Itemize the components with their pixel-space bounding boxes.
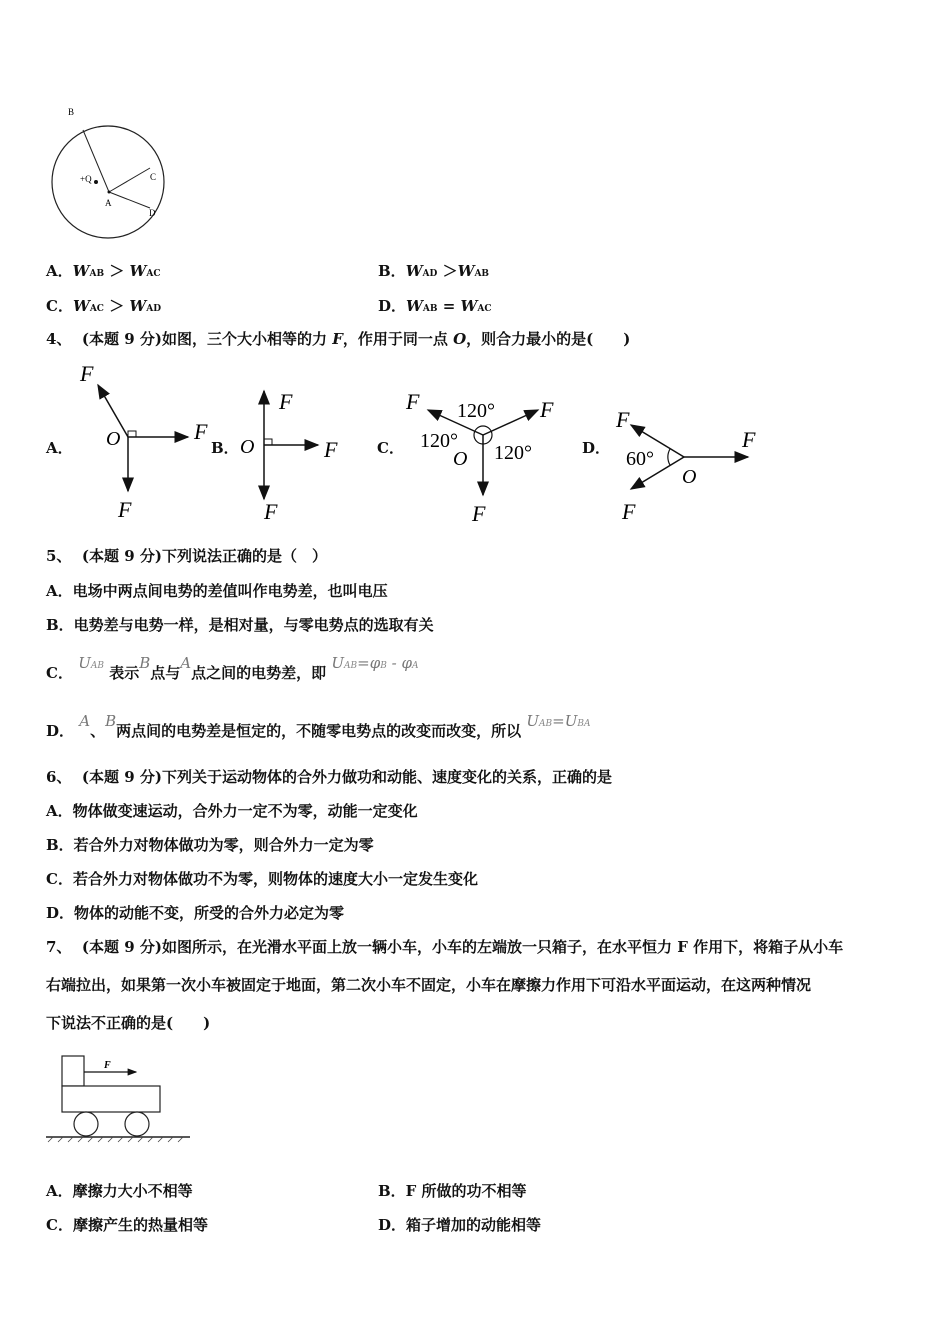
svg-text:O: O: [106, 428, 121, 450]
q7-option-c[interactable]: C．摩擦产生的热量相等: [46, 1216, 208, 1234]
svg-text:F: F: [472, 501, 486, 526]
svg-text:F: F: [616, 407, 630, 432]
q3-option-b[interactable]: B．WAD ＞WAB: [378, 262, 490, 280]
q4-key-a[interactable]: A．: [46, 439, 73, 457]
svg-text:120°: 120°: [457, 400, 495, 422]
q5-option-a[interactable]: A．电场中两点间电势的差值叫作电势差，也叫电压: [46, 582, 388, 600]
q3-point-a: [108, 191, 111, 194]
q4-figure-d: [615, 407, 756, 524]
q3-option-c[interactable]: C．WAC ＞ WAD: [46, 297, 162, 315]
q4-key-c[interactable]: C．: [377, 439, 404, 457]
q7-option-a[interactable]: A．摩擦力大小不相等: [46, 1182, 193, 1200]
q3-option-a[interactable]: A．WAB ＞ WAC: [46, 262, 161, 280]
svg-text:60°: 60°: [626, 448, 654, 470]
q6-option-a[interactable]: A．物体做变速运动，合外力一定不为零，动能一定变化: [46, 802, 418, 820]
q5-option-c[interactable]: C． UAB 表示B点与A点之间的电势差，即 UAB=φB - φA: [46, 654, 419, 682]
q3-label-q: +Q: [80, 174, 92, 184]
svg-text:F: F: [194, 419, 208, 444]
q7-option-b[interactable]: B．F 所做的功不相等: [378, 1182, 527, 1200]
q4-figure-b: [240, 389, 338, 524]
q6-option-c[interactable]: C．若合外力对物体做功不为零，则物体的速度大小一定发生变化: [46, 870, 478, 888]
svg-text:F: F: [622, 499, 636, 524]
q7-cart-figure: [44, 1048, 194, 1144]
q3-label-d: D: [149, 208, 156, 218]
q7-force-label: F: [104, 1060, 111, 1071]
svg-text:O: O: [453, 448, 468, 470]
q3-label-a: A: [105, 198, 112, 208]
q6-option-d[interactable]: D．物体的动能不变，所受的合外力必定为零: [46, 904, 345, 922]
q5-stem: 5、 (本题 9 分)下列说法正确的是（ ）: [46, 547, 327, 565]
q3-label-c: C: [150, 172, 157, 182]
svg-text:F: F: [279, 389, 293, 414]
q6-option-b[interactable]: B．若合外力对物体做功为零，则合外力一定为零: [46, 836, 374, 854]
q4-key-b[interactable]: B．: [211, 439, 239, 457]
svg-text:F: F: [406, 389, 420, 414]
svg-text:F: F: [742, 427, 756, 452]
q3-charge: [94, 180, 98, 184]
q7-stem-line-1: 7、 (本题 9 分)如图所示，在光滑水平面上放一辆小车，小车的左端放一只箱子，在水平恒力 F 作用下，将箱子从小车: [46, 938, 844, 956]
q7-stem-line-3: 下说法不正确的是( ): [46, 1014, 211, 1032]
q3-line-ad: [109, 192, 150, 208]
q6-stem: 6、 (本题 9 分)下列关于运动物体的合外力做功和动能、速度变化的关系，正确的是: [46, 768, 612, 786]
q4-force-figures: [0, 355, 800, 530]
q3-option-d[interactable]: D．WAB = WAC: [378, 297, 492, 315]
svg-text:120°: 120°: [420, 430, 458, 452]
svg-text:F: F: [264, 499, 278, 524]
q5-option-d[interactable]: D． A、B两点间的电势差是恒定的，不随零电势点的改变而改变，所以 UAB=UBA: [46, 712, 591, 740]
svg-text:F: F: [80, 361, 94, 386]
svg-text:F: F: [118, 497, 132, 522]
q7-box: [62, 1056, 84, 1086]
q4-figure-c: [405, 389, 554, 526]
q7-option-d[interactable]: D．箱子增加的动能相等: [378, 1216, 542, 1234]
q3-figure: [46, 100, 176, 250]
svg-text:F: F: [540, 397, 554, 422]
q4-figure-a: [79, 361, 208, 522]
q7-wheel-left: [74, 1112, 98, 1136]
q7-stem-line-2: 右端拉出，如果第一次小车被固定于地面，第二次小车不固定，小车在摩擦力作用下可沿水平面运动，在这两种情况: [46, 976, 812, 994]
q7-cart-body: [62, 1086, 160, 1112]
svg-text:O: O: [682, 466, 697, 488]
q3-label-b: B: [68, 107, 75, 117]
q4-stem: 4、 (本题 9 分)如图，三个大小相等的力 F，作用于同一点 O，则合力最小的是( ): [46, 330, 631, 348]
q7-wheel-right: [125, 1112, 149, 1136]
q5-option-b[interactable]: B．电势差与电势一样，是相对量，与零电势点的选取有关: [46, 616, 434, 634]
svg-text:F: F: [324, 437, 338, 462]
q4-key-d[interactable]: D．: [582, 439, 611, 457]
svg-text:120°: 120°: [494, 442, 532, 464]
q3-circle: [52, 126, 164, 238]
svg-text:O: O: [240, 436, 255, 458]
q3-line-ac: [109, 168, 150, 192]
